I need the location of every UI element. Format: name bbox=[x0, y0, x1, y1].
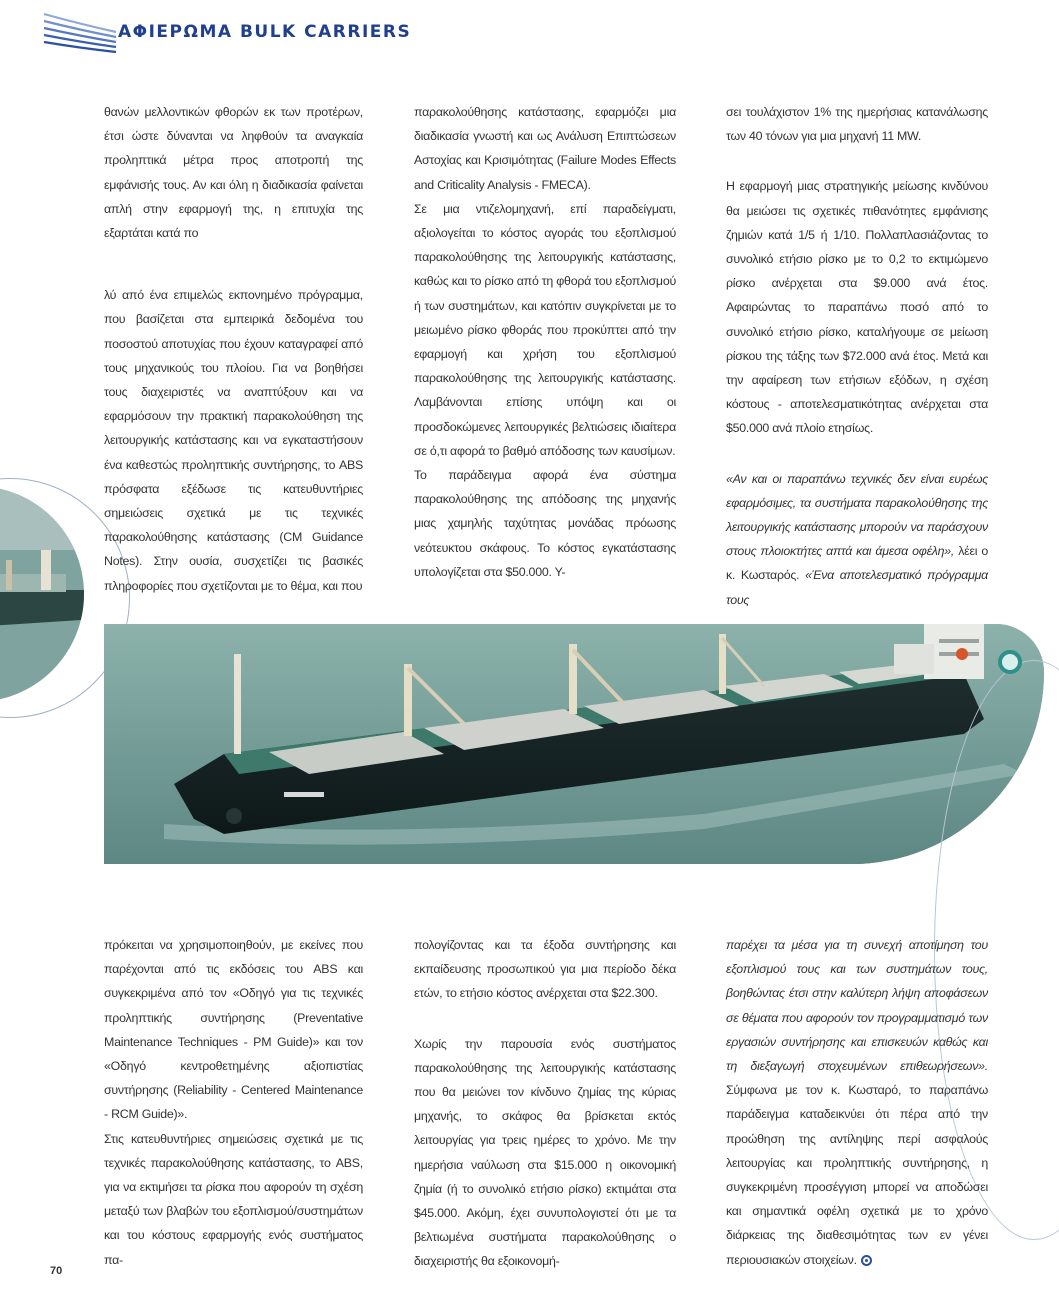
quote-text: «Ένα αποτελεσματικό πρόγραμμα τους bbox=[726, 568, 988, 607]
bottom-column-3 bbox=[726, 933, 988, 1272]
article-end-icon bbox=[861, 1255, 872, 1266]
paragraph: Χωρίς την παρουσία ενός συστήματος παρακολούθησης της λειτουργικής κατάστασης που θα μειώνει τον κίνδυνο ζημίας της κύριας μηχανής, το σκάφος θα βρίσκεται εκτός λειτουργίας για τρεις ημέρες το χρόνο. Με την ημερήσια ναύλωση στα $15.000 η οικονομική ζημία (ή το συνολικό ετήσιο ρίσκο) εκτιμάται στα $45.000. Ακόμη, έχει συνυπολογιστεί ότι με τα βελτιωμένα συστήματα παρακολούθησης ο διαχειριστής θα εξοικονομή- bbox=[414, 1036, 676, 1269]
page-number: 70 bbox=[50, 1265, 63, 1277]
bottom-column-1 bbox=[104, 933, 363, 1272]
teal-ring-icon bbox=[998, 650, 1022, 674]
paragraph: Το παράδειγμα αφορά ένα σύστημα παρακολούθησης της απόδοσης της μηχανής μιας χαμηλής ταχύτητας μονάδας πρόωσης νεότευκτου σκάφους. Το κόστος εγκατάστασης υπολογίζεται στα $50.000. Υ- bbox=[414, 468, 676, 579]
attribution-text: λέει ο κ. Κωσταρός. bbox=[726, 544, 988, 583]
paragraph: λύ από ένα επιμελώς εκπονημένο πρόγραμμα, που βασίζεται στα εμπειρικά δεδομένα του ποσοστού αποτυχίας που έχουν καταγραφεί από τους μηχανικούς του πλοίου. Για να βοηθήσει τους διαχειριστές να αναπτύξουν και να εφαρμόσουν την πρακτική παρακολούθηση της λειτουργικής κατάστασης και να εγκαταστήσουν ένα καθεστώς προληπτικής συντήρησης, το ABS πρόσφατα εξέδωσε τις κατευθυντήριες σημειώσεις σχετικά με τις τεχνικές παρακολούθησης κατάστασης (CM Guidance Notes). Στην ουσία, συσχετίζει τις βασικές πληροφορίες που σχετίζονται με το θέμα, και που bbox=[104, 288, 363, 593]
paragraph: παρακολούθησης κατάστασης, εφαρμόζει μια διαδικασία γνωστή και ως Ανάλυση Επιπτώσεων Αστοχίας και Κρισιμότητας (Failure Modes Effects and Criticality Analysis - FMECA). bbox=[414, 105, 676, 192]
paragraph bbox=[726, 933, 988, 1272]
top-column-2 bbox=[414, 100, 676, 584]
section-title: ΑΦΙΕΡΩΜΑ BULK CARRIERS bbox=[118, 22, 412, 42]
paragraph: σει τουλάχιστον 1% της ημερήσιας κατανάλωσης των 40 τόνων για μια μηχανή 11 MW. bbox=[726, 105, 988, 144]
paragraph: Στις κατευθυντήριες σημειώσεις σχετικά με τις τεχνικές παρακολούθησης κατάστασης, το ABS, για να εκτιμήσει τα ρίσκα που αφορούν τη σχέση μεταξύ των βλαβών του εξοπλισμού/συστημάτων και του κόστους εφαρμογής ενός συστήματος πα- bbox=[104, 1131, 363, 1267]
page-header bbox=[0, 0, 1059, 70]
bulk-carrier-photo bbox=[104, 624, 1044, 864]
wave-lines-icon bbox=[40, 8, 120, 58]
top-column-1 bbox=[104, 100, 363, 598]
body-text: Σύμφωνα με τον κ. Κωσταρό, το παραπάνω παράδειγμα καταδεικνύει ότι πέρα από την προώθηση της αντίληψης περί ασφαλούς λειτουργίας και προληπτικής συντήρησης, η συγκεκριμένη προσέγγιση μπορεί να αποδώσει και σημαντικά οφέλη σχετικά με το χρόνο διάρκειας της διαθεσιμότητας των εν γένει περιουσιακών στοιχείων. bbox=[726, 1083, 988, 1267]
paragraph: Σε μια ντιζελομηχανή, επί παραδείγματι, αξιολογείται το κόστος αγοράς του εξοπλισμού παρακολούθησης της λειτουργικής κατάστασης, καθώς και το ρίσκο από τη φθορά του εξοπλισμού ή των συστημάτων, και κατόπιν συγκρίνεται με το μειωμένο ρίσκο φθοράς που προκύπτει από την εφαρμογή και χρήση του εξοπλισμού παρακολούθησης της λειτουργικής κατάστασης. Λαμβάνονται επίσης υπόψη και οι προσδοκώμενες λειτουργικές βελτιώσεις ιδιαίτερα σε ό,τι αφορά το βαθμό απόδοσης των καυσίμων. bbox=[414, 201, 676, 458]
paragraph: θανών μελλοντικών φθορών εκ των προτέρων, έτσι ώστε δύνανται να ληφθούν τα αναγκαία προληπτικά μέτρα προς αποτροπή της εμφάνισής τους. Αν και όλη η διαδικασία φαίνεται απλή στην εφαρμογή της, η επιτυχία της εξαρτάται κατά πο bbox=[104, 105, 363, 241]
bottom-column-2 bbox=[414, 933, 676, 1274]
quote-text: παρέχει τα μέσα για τη συνεχή αποτίμηση του εξοπλισμού τους και των συστημάτων τους, βοηθώντας έτσι στην καλύτερη λήψη αποφάσεων σε θέματα που αφορούν τον προγραμματισμό των εργασιών συντήρησης και επισκευών καθώς και τη διεξαγωγή στοχευμένων επιθεωρήσεων». bbox=[726, 938, 988, 1074]
paragraph: Η εφαρμογή μιας στρατηγικής μείωσης κινδύνου θα μειώσει τις σχετικές πιθανότητες εμφάνισης ζημιών κατά 1/5 ή 1/10. Πολλαπλασιάζοντας το συνολικό ετήσιο ρίσκο με το 0,2 το εκτιμώμενο ρίσκο ανέρχεται στα $9.000 ανά έτος. Αφαιρώντας το παραπάνω ποσό από το συνολικό ετήσιο ρίσκο, καταλήγουμε σε μείωση ρίσκου της τάξης των $72.000 ανά έτος. Μετά και την αφαίρεση των ετήσιων εξόδων, η σχέση κόστους - αποτελεσματικότητας ανέρχεται στα $50.000 ανά πλοίο ετησίως. bbox=[726, 179, 988, 436]
quote-paragraph bbox=[726, 467, 988, 612]
top-column-3 bbox=[726, 100, 988, 612]
paragraph: πολογίζοντας και τα έξοδα συντήρησης και εκπαίδευσης προσωπικού για μια περίοδο δέκα ετών, το ετήσιο κόστος ανέρχεται στα $22.300. bbox=[414, 938, 676, 1001]
quote-text: «Αν και οι παραπάνω τεχνικές δεν είναι ευρέως εφαρμόσιμες, τα συστήματα παρακολούθησης της λειτουργικής κατάστασης μπορούν να παράσχουν στους πλοιοκτήτες απτά και άμεσα οφέλη», bbox=[726, 471, 988, 559]
ship-illustration bbox=[104, 624, 1044, 864]
paragraph: πρόκειται να χρησιμοποιηθούν, με εκείνες που παρέχονται από τις εκδόσεις του ABS και συγκεκριμένα από τον «Οδηγό για τις τεχνικές προληπτικής συντήρησης (Preventative Maintenance Techniques - PM Guide)» και τον «Οδηγό κεντροθετημένης αξιοπιστίας συντήρησης (Reliability - Centered Maintenance - RCM Guide)». bbox=[104, 938, 363, 1122]
